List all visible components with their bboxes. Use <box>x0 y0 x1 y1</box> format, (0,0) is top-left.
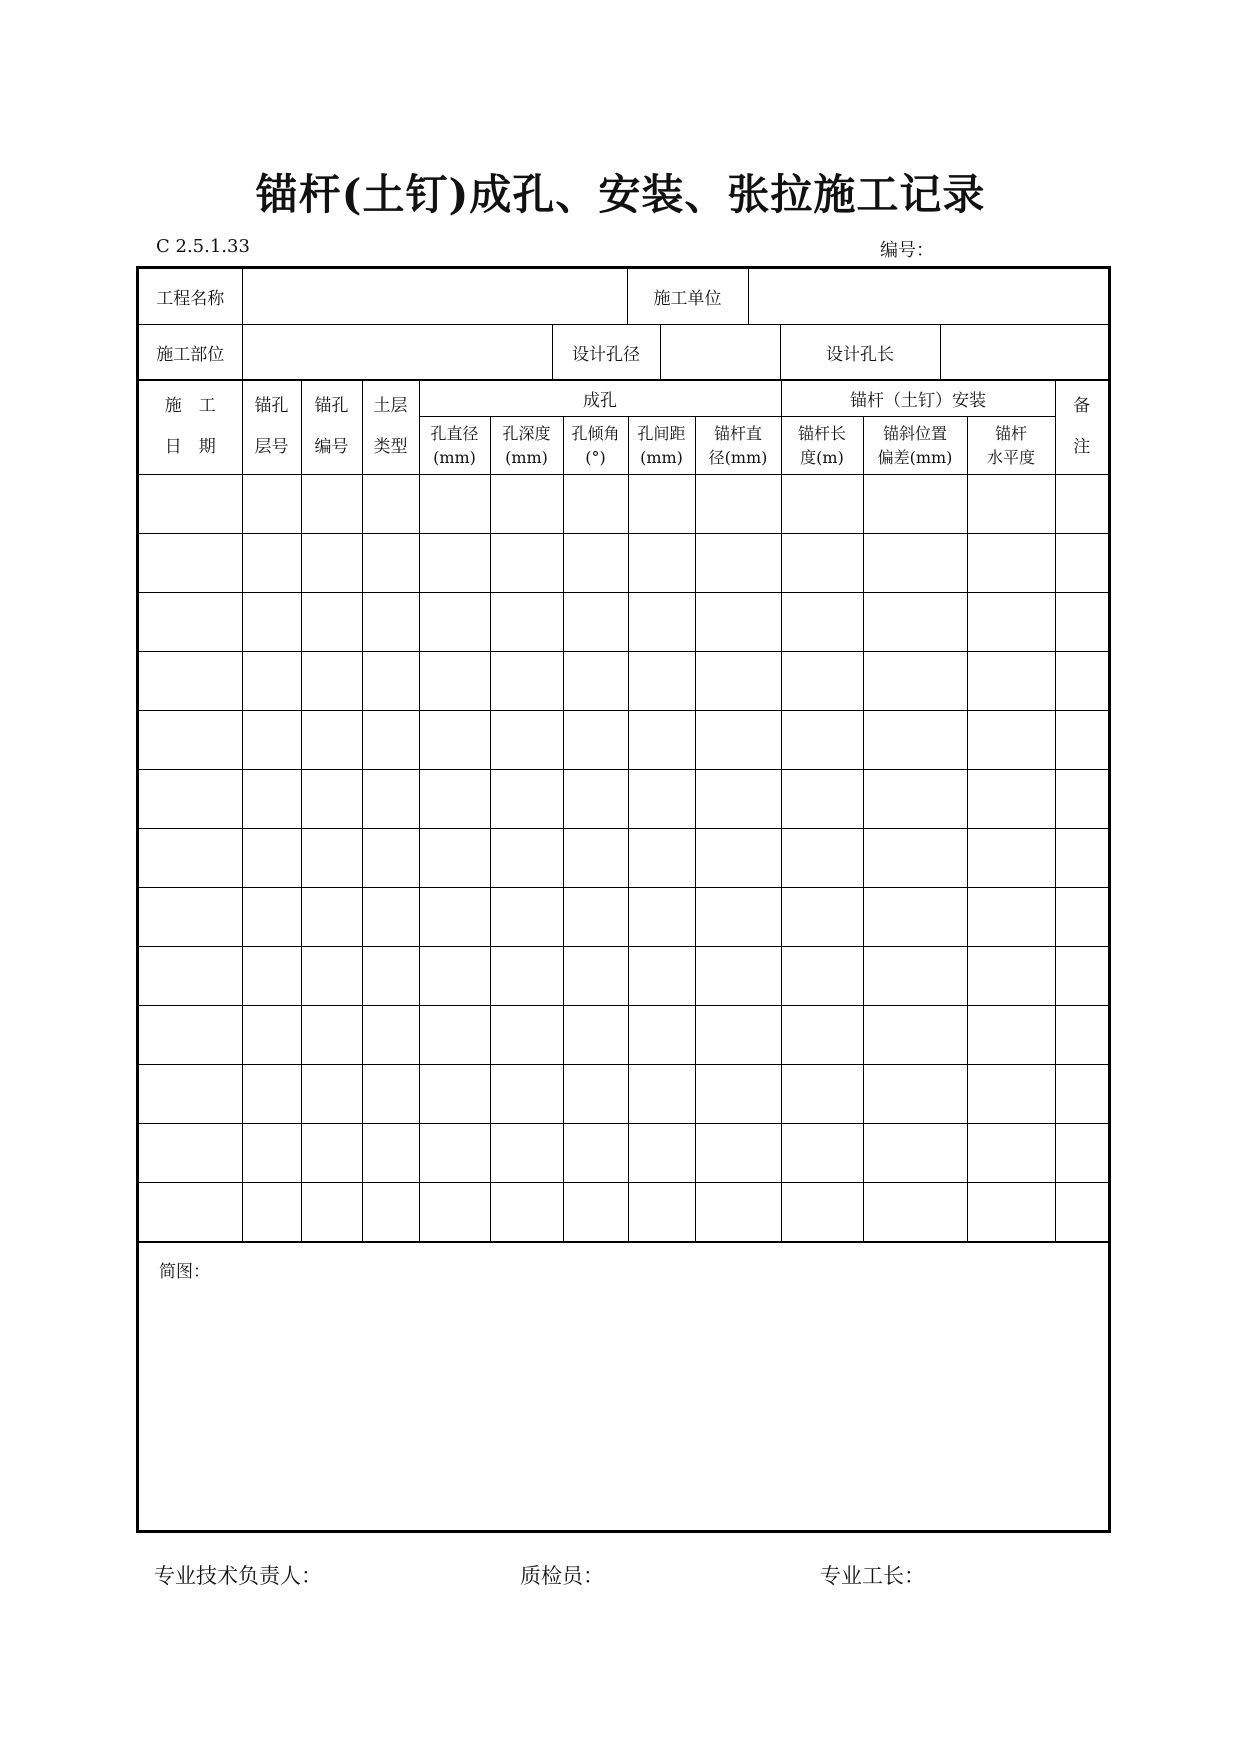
table-cell[interactable] <box>419 593 490 652</box>
table-cell[interactable] <box>563 534 628 593</box>
table-cell[interactable] <box>242 475 301 534</box>
design-length-label: 设计孔长 <box>780 325 940 381</box>
header-hole-diameter: 孔直径 (mm) <box>419 417 490 475</box>
table-cell[interactable] <box>781 711 863 770</box>
table-cell[interactable] <box>490 1183 563 1242</box>
table-cell[interactable] <box>242 888 301 947</box>
table-cell[interactable] <box>628 1006 695 1065</box>
table-cell[interactable] <box>1055 1006 1108 1065</box>
table-cell[interactable] <box>242 829 301 888</box>
table-cell[interactable] <box>419 770 490 829</box>
table-cell[interactable] <box>863 1183 967 1242</box>
table-cell[interactable] <box>1055 711 1108 770</box>
table-cell[interactable] <box>967 711 1055 770</box>
table-cell[interactable] <box>967 1183 1055 1242</box>
header-hole-layer: 锚孔 层号 <box>242 380 301 475</box>
table-cell[interactable] <box>362 475 419 534</box>
table-row <box>139 534 1108 593</box>
table-cell[interactable] <box>301 652 362 711</box>
table-cell[interactable] <box>419 534 490 593</box>
table-cell[interactable] <box>419 947 490 1006</box>
table-cell[interactable] <box>419 1065 490 1124</box>
contractor-field[interactable] <box>748 269 1108 325</box>
table-cell[interactable] <box>1055 1065 1108 1124</box>
table-cell[interactable] <box>362 711 419 770</box>
table-row <box>139 652 1108 711</box>
table-cell[interactable] <box>301 829 362 888</box>
header-remark: 备 注 <box>1055 380 1108 475</box>
table-cell[interactable] <box>695 947 781 1006</box>
table-cell[interactable] <box>781 1065 863 1124</box>
table-cell[interactable] <box>242 593 301 652</box>
table-cell[interactable] <box>242 534 301 593</box>
table-cell[interactable] <box>139 829 242 888</box>
table-cell[interactable] <box>362 1065 419 1124</box>
table-cell[interactable] <box>139 1183 242 1242</box>
table-cell[interactable] <box>1055 947 1108 1006</box>
header-rod-diameter: 锚杆直 径(mm) <box>695 417 781 475</box>
table-cell[interactable] <box>628 829 695 888</box>
table-cell[interactable] <box>628 593 695 652</box>
table-cell[interactable] <box>563 1065 628 1124</box>
table-cell[interactable] <box>419 475 490 534</box>
table-cell[interactable] <box>628 947 695 1006</box>
header-hole-angle: 孔倾角 (°) <box>563 417 628 475</box>
table-cell[interactable] <box>1055 1183 1108 1242</box>
table-cell[interactable] <box>301 711 362 770</box>
table-cell[interactable] <box>419 1006 490 1065</box>
table-cell[interactable] <box>1055 475 1108 534</box>
table-cell[interactable] <box>781 534 863 593</box>
table-cell[interactable] <box>563 947 628 1006</box>
table-cell[interactable] <box>301 475 362 534</box>
table-cell[interactable] <box>242 1183 301 1242</box>
table-cell[interactable] <box>967 829 1055 888</box>
table-cell[interactable] <box>563 888 628 947</box>
table-cell[interactable] <box>967 947 1055 1006</box>
table-cell[interactable] <box>242 770 301 829</box>
table-cell[interactable] <box>563 593 628 652</box>
table-cell[interactable] <box>490 534 563 593</box>
table-cell[interactable] <box>242 652 301 711</box>
table-cell[interactable] <box>781 770 863 829</box>
record-form <box>136 266 1111 1533</box>
table-cell[interactable] <box>490 1124 563 1183</box>
table-cell[interactable] <box>628 534 695 593</box>
table-cell[interactable] <box>1055 652 1108 711</box>
table-cell[interactable] <box>419 829 490 888</box>
table-cell[interactable] <box>419 652 490 711</box>
location-field[interactable] <box>242 325 552 381</box>
table-cell[interactable] <box>362 593 419 652</box>
table-cell[interactable] <box>419 1124 490 1183</box>
table-cell[interactable] <box>967 1065 1055 1124</box>
table-cell[interactable] <box>781 947 863 1006</box>
sketch-area[interactable] <box>139 1242 1108 1533</box>
table-row <box>139 475 1108 534</box>
table-cell[interactable] <box>1055 770 1108 829</box>
table-cell[interactable] <box>781 888 863 947</box>
header-construction-date: 施 工 日 期 <box>139 380 242 475</box>
table-cell[interactable] <box>139 534 242 593</box>
project-name-label: 工程名称 <box>139 269 242 325</box>
table-cell[interactable] <box>628 888 695 947</box>
table-cell[interactable] <box>490 711 563 770</box>
table-cell[interactable] <box>139 770 242 829</box>
sketch-label: 简图： <box>159 1262 210 1282</box>
table-cell[interactable] <box>301 1006 362 1065</box>
table-cell[interactable] <box>362 1183 419 1242</box>
table-cell[interactable] <box>139 1006 242 1065</box>
table-cell[interactable] <box>781 1124 863 1183</box>
table-cell[interactable] <box>362 829 419 888</box>
table-cell[interactable] <box>490 770 563 829</box>
table-cell[interactable] <box>781 1006 863 1065</box>
table-row <box>139 1006 1108 1065</box>
foreman-signature-label: 专业工长： <box>820 1564 925 1588</box>
table-cell[interactable] <box>863 711 967 770</box>
header-rod-levelness: 锚杆 水平度 <box>967 417 1055 475</box>
table-cell[interactable] <box>628 1065 695 1124</box>
table-cell[interactable] <box>139 711 242 770</box>
table-cell[interactable] <box>695 1124 781 1183</box>
table-cell[interactable] <box>1055 593 1108 652</box>
table-cell[interactable] <box>490 1065 563 1124</box>
header-group-drilling: 成孔 <box>419 380 781 417</box>
table-cell[interactable] <box>362 534 419 593</box>
location-label: 施工部位 <box>139 325 242 381</box>
table-cell[interactable] <box>628 475 695 534</box>
table-cell[interactable] <box>781 1183 863 1242</box>
table-cell[interactable] <box>967 1124 1055 1183</box>
table-cell[interactable] <box>628 770 695 829</box>
table-cell[interactable] <box>301 1183 362 1242</box>
table-row <box>139 829 1108 888</box>
table-cell[interactable] <box>301 947 362 1006</box>
table-cell[interactable] <box>242 1065 301 1124</box>
table-cell[interactable] <box>863 888 967 947</box>
table-cell[interactable] <box>563 770 628 829</box>
table-cell[interactable] <box>1055 1124 1108 1183</box>
table-cell[interactable] <box>863 534 967 593</box>
table-row <box>139 593 1108 652</box>
table-cell[interactable] <box>863 652 967 711</box>
table-cell[interactable] <box>695 770 781 829</box>
header-hole-spacing: 孔间距 (mm) <box>628 417 695 475</box>
table-cell[interactable] <box>863 593 967 652</box>
contractor-label: 施工单位 <box>627 269 748 325</box>
table-cell[interactable] <box>139 593 242 652</box>
table-cell[interactable] <box>1055 534 1108 593</box>
table-cell[interactable] <box>242 947 301 1006</box>
table-cell[interactable] <box>628 652 695 711</box>
table-cell[interactable] <box>628 711 695 770</box>
table-cell[interactable] <box>695 534 781 593</box>
table-row <box>139 1183 1108 1242</box>
table-cell[interactable] <box>301 888 362 947</box>
table-cell[interactable] <box>863 770 967 829</box>
table-cell[interactable] <box>863 1006 967 1065</box>
table-row <box>139 1124 1108 1183</box>
header-hole-depth: 孔深度 (mm) <box>490 417 563 475</box>
table-cell[interactable] <box>863 475 967 534</box>
table-cell[interactable] <box>695 1065 781 1124</box>
table-cell[interactable] <box>695 711 781 770</box>
table-cell[interactable] <box>628 1124 695 1183</box>
table-cell[interactable] <box>967 534 1055 593</box>
table-cell[interactable] <box>362 888 419 947</box>
header-soil-type: 土层 类型 <box>362 380 419 475</box>
table-cell[interactable] <box>301 1065 362 1124</box>
table-cell[interactable] <box>419 888 490 947</box>
project-name-field[interactable] <box>242 269 627 325</box>
table-cell[interactable] <box>490 1006 563 1065</box>
table-cell[interactable] <box>563 652 628 711</box>
table-cell[interactable] <box>628 1183 695 1242</box>
table-cell[interactable] <box>863 829 967 888</box>
table-cell[interactable] <box>695 1006 781 1065</box>
header-hole-number: 锚孔 编号 <box>301 380 362 475</box>
table-cell[interactable] <box>695 888 781 947</box>
table-cell[interactable] <box>362 652 419 711</box>
table-cell[interactable] <box>139 947 242 1006</box>
table-cell[interactable] <box>967 652 1055 711</box>
table-cell[interactable] <box>139 888 242 947</box>
design-length-field[interactable] <box>940 325 1108 381</box>
tech-lead-signature-label: 专业技术负责人： <box>154 1564 322 1588</box>
table-cell[interactable] <box>301 593 362 652</box>
table-cell[interactable] <box>563 711 628 770</box>
form-code: C 2.5.1.33 <box>156 236 250 257</box>
table-cell[interactable] <box>301 534 362 593</box>
table-cell[interactable] <box>781 475 863 534</box>
table-cell[interactable] <box>695 1183 781 1242</box>
inspector-signature-label: 质检员： <box>520 1564 604 1588</box>
table-cell[interactable] <box>967 1006 1055 1065</box>
header-group-install: 锚杆（土钉）安装 <box>781 380 1055 417</box>
table-cell[interactable] <box>863 1124 967 1183</box>
info-table <box>139 269 1108 325</box>
table-cell[interactable] <box>967 770 1055 829</box>
table-cell[interactable] <box>362 1124 419 1183</box>
table-cell[interactable] <box>781 593 863 652</box>
table-cell[interactable] <box>301 1124 362 1183</box>
table-cell[interactable] <box>362 770 419 829</box>
table-cell[interactable] <box>563 1124 628 1183</box>
table-cell[interactable] <box>563 1183 628 1242</box>
construction-record-table <box>139 379 1108 1242</box>
page-title: 锚杆(土钉)成孔、安装、张拉施工记录 <box>255 170 986 219</box>
table-cell[interactable] <box>695 652 781 711</box>
table-cell[interactable] <box>563 829 628 888</box>
data-rows <box>139 475 1108 1242</box>
table-cell[interactable] <box>967 593 1055 652</box>
table-cell[interactable] <box>1055 829 1108 888</box>
table-cell[interactable] <box>490 593 563 652</box>
table-row <box>139 711 1108 770</box>
table-cell[interactable] <box>967 888 1055 947</box>
table-cell[interactable] <box>695 829 781 888</box>
table-cell[interactable] <box>419 711 490 770</box>
table-cell[interactable] <box>863 1065 967 1124</box>
table-cell[interactable] <box>139 475 242 534</box>
table-cell[interactable] <box>490 947 563 1006</box>
table-cell[interactable] <box>419 1183 490 1242</box>
table-cell[interactable] <box>242 1006 301 1065</box>
header-rod-length: 锚杆长 度(m) <box>781 417 863 475</box>
table-row <box>139 947 1108 1006</box>
design-diameter-field[interactable] <box>660 325 780 381</box>
table-cell[interactable] <box>301 770 362 829</box>
table-cell[interactable] <box>1055 888 1108 947</box>
table-cell[interactable] <box>863 947 967 1006</box>
table-cell[interactable] <box>362 1006 419 1065</box>
table-cell[interactable] <box>967 475 1055 534</box>
table-cell[interactable] <box>242 1124 301 1183</box>
table-cell[interactable] <box>490 829 563 888</box>
table-row <box>139 888 1108 947</box>
table-cell[interactable] <box>563 475 628 534</box>
table-row <box>139 770 1108 829</box>
table-cell[interactable] <box>563 1006 628 1065</box>
table-cell[interactable] <box>781 829 863 888</box>
table-cell[interactable] <box>695 475 781 534</box>
table-cell[interactable] <box>139 1065 242 1124</box>
table-cell[interactable] <box>490 475 563 534</box>
table-cell[interactable] <box>490 888 563 947</box>
table-cell[interactable] <box>362 947 419 1006</box>
header-position-deviation: 锚斜位置 偏差(mm) <box>863 417 967 475</box>
table-row <box>139 1065 1108 1124</box>
table-cell[interactable] <box>139 1124 242 1183</box>
design-diameter-label: 设计孔径 <box>552 325 660 381</box>
table-cell[interactable] <box>490 652 563 711</box>
table-cell[interactable] <box>242 711 301 770</box>
table-cell[interactable] <box>781 652 863 711</box>
design-table <box>139 324 1108 381</box>
record-number-label: 编号： <box>880 240 934 261</box>
table-cell[interactable] <box>139 652 242 711</box>
table-cell[interactable] <box>695 593 781 652</box>
